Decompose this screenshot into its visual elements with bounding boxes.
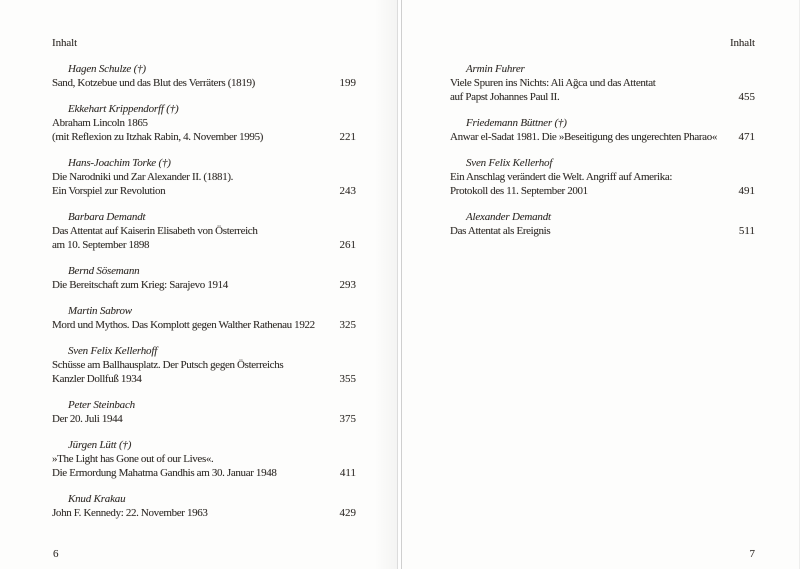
toc-entry-page-number: 429: [334, 506, 357, 520]
toc-entry-title-line: [52, 452, 356, 466]
toc-entry-author: Jürgen Lütt (†): [68, 439, 132, 451]
toc-entry-author: Sven Felix Kellerhof: [466, 157, 553, 169]
toc-entry-title-text: Der 20. Juli 1944: [52, 413, 123, 425]
toc-entry-title-line: [52, 238, 356, 252]
toc-entry-title-line: [450, 224, 755, 238]
toc-entry: [450, 62, 755, 104]
toc-entry-title-text: (mit Reflexion zu Itzhak Rabin, 4. November 1995): [52, 131, 264, 143]
toc-entry: [52, 344, 356, 386]
toc-entry-title-text: Mord und Mythos. Das Komplott gegen Walther Rathenau 1922: [52, 319, 315, 331]
toc-entry-title-text: Die Ermordung Mahatma Gandhis am 30. Januar 1948: [52, 467, 277, 479]
left-page-number: 6: [53, 548, 59, 560]
toc-entry: [52, 62, 356, 90]
toc-entry-author: Ekkehart Krippendorff (†): [68, 103, 179, 115]
toc-entry-author: Knud Krakau: [68, 493, 126, 505]
toc-entry-title-text: Das Attentat als Ereignis: [450, 225, 551, 237]
toc-entry-title-text: Viele Spuren ins Nichts: Ali Ağca und das Attentat: [450, 77, 656, 89]
toc-entry-title-text: Ein Anschlag verändert die Welt. Angriff auf Amerika:: [450, 171, 673, 183]
toc-entry-title-line: [52, 76, 356, 90]
toc-entry-author: Hagen Schulze (†): [68, 63, 146, 75]
toc-entry-page-number: 375: [334, 412, 357, 426]
toc-entry-title-text: am 10. September 1898: [52, 239, 150, 251]
toc-entry-title-line: [52, 318, 356, 332]
toc-entry-title-text: Schüsse am Ballhausplatz. Der Putsch gegen Österreichs: [52, 359, 284, 371]
right-page-running-head: Inhalt: [729, 37, 755, 49]
toc-entry-title-text: Abraham Lincoln 1865: [52, 117, 148, 129]
toc-entry-title-text: John F. Kennedy: 22. November 1963: [52, 507, 208, 519]
toc-entry: [450, 116, 755, 144]
toc-entry-title-text: Die Narodniki und Zar Alexander II. (1881).: [52, 171, 234, 183]
toc-entry-title-line: [52, 358, 356, 372]
toc-entry-title-line: [52, 170, 356, 184]
toc-entry-title-line: [450, 130, 755, 144]
toc-entry-author: Peter Steinbach: [68, 399, 135, 411]
toc-entry-page-number: 355: [334, 372, 357, 386]
gutter-shadow: [374, 0, 397, 569]
toc-entry: [52, 438, 356, 480]
toc-entry-title-line: [52, 116, 356, 130]
toc-entry-author: Martin Sabrow: [68, 305, 132, 317]
left-page-running-head: Inhalt: [52, 37, 78, 49]
toc-entry-page-number: 411: [334, 466, 356, 480]
toc-entry-title-line: [52, 278, 356, 292]
toc-entry-author: Bernd Sösemann: [68, 265, 140, 277]
toc-entry-page-number: 455: [733, 90, 756, 104]
toc-entry-title-line: [52, 184, 356, 198]
book-spine-gutter: [397, 0, 402, 569]
toc-entry-title-line: [450, 76, 755, 90]
toc-entry: [52, 492, 356, 520]
right-page-number: 7: [749, 548, 755, 560]
toc-entry-author: Hans-Joachim Torke (†): [68, 157, 171, 169]
left-page-toc-entries: [52, 62, 356, 520]
toc-entry-page-number: 471: [733, 130, 756, 144]
toc-entry-title-text: Sand, Kotzebue und das Blut des Verräters (1819): [52, 77, 255, 89]
toc-entry-title-line: [52, 506, 356, 520]
toc-entry-author: Sven Felix Kellerhoff: [68, 345, 158, 357]
toc-entry: [450, 156, 755, 198]
toc-entry-page-number: 261: [334, 238, 357, 252]
toc-entry-title-text: Das Attentat auf Kaiserin Elisabeth von Österreich: [52, 225, 258, 237]
toc-entry: [52, 156, 356, 198]
toc-entry-title-text: Die Bereitschaft zum Krieg: Sarajevo 1914: [52, 279, 228, 291]
toc-entry-author: Barbara Demandt: [68, 211, 146, 223]
toc-entry-page-number: 221: [334, 130, 357, 144]
toc-entry-page-number: 491: [733, 184, 756, 198]
toc-entry: [52, 264, 356, 292]
toc-entry-title-text: Anwar el-Sadat 1981. Die »Beseitigung des ungerechten Pharao«: [450, 131, 718, 143]
toc-entry-title-line: [52, 130, 356, 144]
toc-entry-author: Alexander Demandt: [466, 211, 551, 223]
toc-entry: [52, 304, 356, 332]
toc-entry-page-number: 511: [733, 224, 755, 238]
toc-entry-title-text: Ein Vorspiel zur Revolution: [52, 185, 166, 197]
toc-entry-title-line: [52, 466, 356, 480]
toc-entry-title-line: [450, 170, 755, 184]
toc-entry-title-line: [52, 412, 356, 426]
toc-entry-title-line: [450, 184, 755, 198]
toc-entry: [52, 398, 356, 426]
toc-entry-page-number: 199: [334, 76, 357, 90]
toc-entry-title-line: [52, 224, 356, 238]
toc-entry: [52, 102, 356, 144]
toc-entry: [450, 210, 755, 238]
toc-entry-title-line: [450, 90, 755, 104]
left-page: [52, 36, 356, 569]
toc-entry-page-number: 325: [334, 318, 357, 332]
toc-entry-page-number: 243: [334, 184, 357, 198]
toc-entry-title-text: auf Papst Johannes Paul II.: [450, 91, 560, 103]
toc-entry: [52, 210, 356, 252]
toc-entry-title-line: [52, 372, 356, 386]
toc-entry-title-text: Protokoll des 11. September 2001: [450, 185, 588, 197]
toc-entry-page-number: 293: [334, 278, 357, 292]
toc-entry-title-text: Kanzler Dollfuß 1934: [52, 373, 142, 385]
right-page-toc-entries: [450, 62, 755, 238]
toc-entry-title-text: »The Light has Gone out of our Lives«.: [52, 453, 214, 465]
toc-entry-author: Armin Fuhrer: [466, 63, 525, 75]
toc-entry-author: Friedemann Büttner (†): [466, 117, 567, 129]
right-page: [450, 36, 755, 569]
